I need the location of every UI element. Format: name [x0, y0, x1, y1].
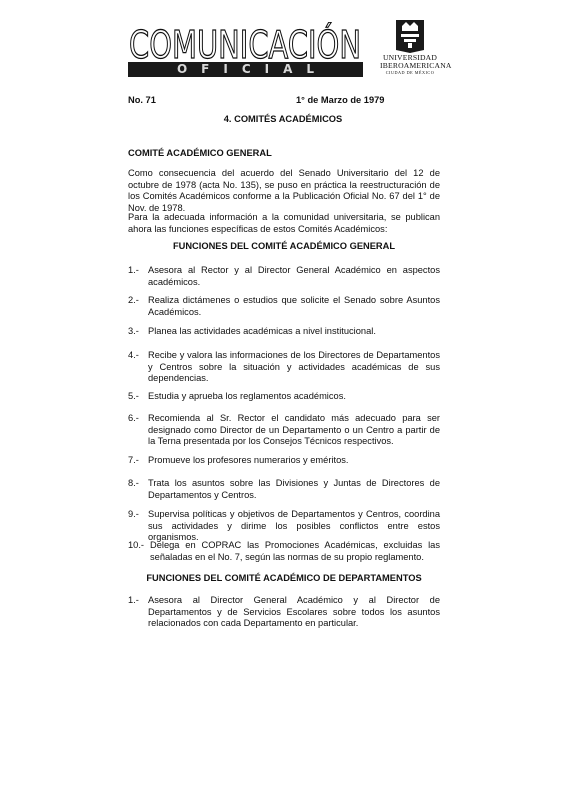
university-crest-icon [392, 18, 428, 54]
section-title: 4. COMITÉS ACADÉMICOS [223, 114, 343, 124]
heading-departamentos-functions: FUNCIONES DEL COMITÉ ACADÉMICO DE DEPARTAMENTOS [146, 573, 422, 583]
heading-general-functions: FUNCIONES DEL COMITÉ ACADÉMICO GENERAL [172, 241, 396, 251]
list-item-number: 1.- [128, 595, 139, 605]
masthead-logo [128, 22, 363, 80]
masthead-band-text: OFICIAL [176, 62, 329, 76]
list-item-number: 4.- [128, 350, 139, 360]
list-item-text: Recibe y valora las informaciones de los Directores de Departamentos y Centros sobre la situación y actividades académicas de sus dependencias. [148, 350, 440, 384]
list-item-text: Realiza dictámenes o estudios que solicite el Senado sobre Asuntos Académicos. [148, 295, 440, 317]
list-item-text: Recomienda al Sr. Rector el candidato más adecuado para ser designado como Director de un Departamento o un Centro a partir de la Terna presentada por los Consejos Técnicos respectivos. [148, 413, 440, 447]
list-item-number: 10.- [128, 540, 145, 550]
intro-paragraph: Como consecuencia del acuerdo del Senado Universitario del 12 de octubre de 1978 (acta No. 135), se puso en práctica la reestructuración de los Comités Académicos conforme a la Publicación Oficial No. 67 del 1° de Nov. de 1978. [128, 168, 440, 213]
masthead-band [128, 62, 363, 77]
list-item-number: 5.- [128, 391, 139, 401]
publication-date: 1° de Marzo de 1979 [296, 95, 385, 105]
list-item-text: Trata los asuntos sobre las Divisiones y Juntas de Directores de Departamentos y Centros. [148, 478, 440, 500]
list-item-number: 9.- [128, 509, 139, 519]
masthead-title [128, 22, 363, 62]
list-item-number: 6.- [128, 413, 139, 423]
list-item-number: 3.- [128, 326, 139, 336]
list-item-text: Promueve los profesores numerarios y eméritos. [148, 455, 349, 465]
list-item-text: Planea las actividades académicas a nivel institucional. [148, 326, 376, 336]
list-item-number: 7.- [128, 455, 139, 465]
masthead-title-text: COMUNICACIÓN [129, 23, 361, 62]
list-item-number: 2.- [128, 295, 139, 305]
list-item-text: Delega en COPRAC las Promociones Académicas, excluidas las señaladas en el No. 7, según las normas de su propio reglamento. [150, 540, 440, 562]
university-name-line3: CIUDAD DE MÉXICO [385, 70, 435, 75]
info-paragraph: Para la adecuada información a la comunidad universitaria, se publican ahora las funciones específicas de estos Comités Académicos: [128, 212, 440, 234]
university-logo [380, 18, 452, 80]
list-item-text: Supervisa políticas y objetivos de Departamentos y Centros, coordina sus actividades y dirime los posibles conflictos entre estos organismos. [148, 509, 440, 543]
university-name-line1: UNIVERSIDAD [382, 53, 438, 62]
university-name-line2: IBEROAMERICANA [380, 61, 452, 70]
list-item-text: Asesora al Rector y al Director General Académico en aspectos académicos. [148, 265, 440, 287]
list-item-number: 8.- [128, 478, 139, 488]
list-item-text: Estudia y aprueba los reglamentos académicos. [148, 391, 346, 401]
publication-number: No. 71 [128, 95, 156, 105]
subsection-title: COMITÉ ACADÉMICO GENERAL [128, 148, 272, 158]
list-item-text: Asesora al Director General Académico y al Director de Departamentos y de Servicios Escolares sobre todos los asuntos relacionados con cada Departamento en particular. [148, 595, 440, 629]
list-item-number: 1.- [128, 265, 139, 275]
